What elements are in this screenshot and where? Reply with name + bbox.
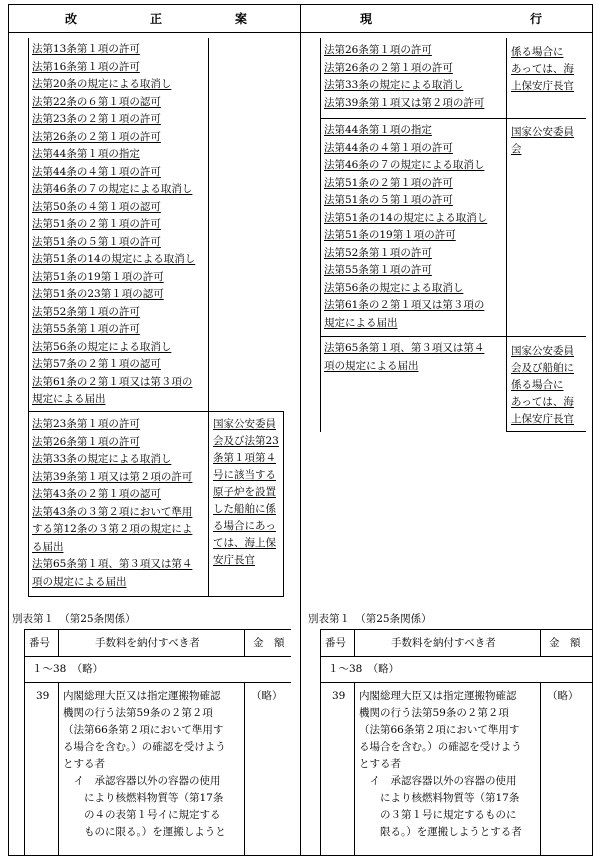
desc-line: 限る。）を運搬しようとする者 xyxy=(359,826,522,838)
header-left-char-3: 案 xyxy=(235,12,248,26)
list-item: 法第51条の５第１項の許可 xyxy=(32,235,161,248)
list-item: 法第33条の規定による取消し xyxy=(324,79,464,91)
desc-line: の３第１号に規定するものに xyxy=(359,809,517,821)
right-row-range: １～38 （略） xyxy=(328,663,400,675)
desc-line: とする者 xyxy=(359,758,401,770)
right-col-amount: 金 額 xyxy=(549,637,581,649)
list-item: 法第46条の７の規定による取消し xyxy=(32,183,193,195)
list-item: 法第39条第１項又は第２項の許可 xyxy=(324,96,485,109)
list-item: 法第56条の規定による取消し xyxy=(32,340,172,353)
left-table-caption: 別表第１ （第25条関係） xyxy=(12,613,136,625)
list-item: 項の規定による届出 xyxy=(324,359,419,372)
authority-line: 上保安庁長官 xyxy=(511,80,574,92)
authority-line: 上保安庁長官 xyxy=(511,413,574,425)
list-item: 法第51条の23第１項の認可 xyxy=(32,288,164,300)
list-item: 法第22条の６第１項の認可 xyxy=(32,95,161,108)
left-bottom-list xyxy=(32,416,192,591)
desc-line: 機関の行う法第59条の２第２項 xyxy=(63,707,213,719)
left-col-payer: 手数料を納付すべき者 xyxy=(95,637,200,649)
desc-line: とする者 xyxy=(63,758,105,770)
desc-line: の４の表第１号イに規定する xyxy=(63,809,221,821)
list-item: 法第43条の２第１項の認可 xyxy=(32,488,161,500)
desc-line: る場合を含む。）の確認を受けよう xyxy=(359,741,522,753)
authority-line: 国家公安委員 xyxy=(213,418,276,430)
list-item: 法第61条の２第１項又は第３項の xyxy=(324,299,485,311)
authority-line: 係る場合に xyxy=(511,46,564,58)
authority-line: 安庁長官 xyxy=(213,554,255,566)
list-item: 法第46条の７の規定による取消し xyxy=(324,159,485,171)
left-top-list xyxy=(32,41,195,409)
desc-line: イ 承認容器以外の容器の使用 xyxy=(359,775,517,787)
list-item: 法第20条の規定による取消し xyxy=(32,78,172,90)
left-bottom-authority xyxy=(213,416,279,569)
right-row-no: 39 xyxy=(332,690,346,702)
left-row-no: 39 xyxy=(36,690,50,702)
list-item: 法第52条第１項の許可 xyxy=(32,305,140,318)
left-row-range: １～38 （略） xyxy=(32,663,104,675)
center-divider xyxy=(300,4,301,856)
list-item: 法第16条第１項の許可 xyxy=(32,60,140,73)
authority-line: あっては、海 xyxy=(511,396,574,408)
right-col-payer: 手数料を納付すべき者 xyxy=(391,637,496,649)
desc-line: ものに限る。）を運搬しようと xyxy=(63,826,226,838)
right-row-amount: （略） xyxy=(547,690,579,702)
list-item: 法第52条第１項の許可 xyxy=(324,246,432,259)
left-col-no: 番号 xyxy=(29,637,50,649)
right-row-desc xyxy=(359,688,522,841)
right-g2-authority xyxy=(511,124,574,158)
list-item: 法第26条第１項の許可 xyxy=(32,435,140,448)
desc-line: 内閣総理大臣又は指定運搬物確認 xyxy=(359,690,517,702)
list-item: 法第44条第１項の指定 xyxy=(32,148,140,160)
desc-line: （法第66条第２項において準用す xyxy=(63,724,224,736)
list-item: 法第43条の３第２項において準用 xyxy=(32,505,193,518)
right-g2-list xyxy=(324,122,487,332)
authority-line: る場合にあっ xyxy=(213,520,276,532)
list-item: 法第51条の14の規定による取消し xyxy=(32,253,196,265)
authority-line: 国家公安委員 xyxy=(511,126,574,138)
list-item: 法第51条の19第１項の許可 xyxy=(32,270,164,283)
list-item: 法第51条の２第１項の許可 xyxy=(324,176,453,189)
left-col-amount: 金 額 xyxy=(253,637,285,649)
list-item: 法第44条の４第１項の許可 xyxy=(32,165,161,178)
header-left-char-1: 改 xyxy=(65,12,78,26)
desc-line: る場合を含む。）の確認を受けよう xyxy=(63,741,226,753)
list-item: 法第13条第１項の許可 xyxy=(32,43,140,55)
list-item: 法第55条第１項の許可 xyxy=(32,323,140,335)
list-item: 法第26条の２第１項の許可 xyxy=(324,61,453,74)
authority-line: 条第１項第４ xyxy=(213,452,276,464)
authority-line: 原子炉を設置 xyxy=(213,486,276,498)
authority-line: 会 xyxy=(511,143,522,155)
list-item: 法第51条の19第１項の許可 xyxy=(324,229,456,241)
authority-line: 国家公安委員 xyxy=(511,345,574,357)
list-item: 法第65条第１項、第３項又は第４ xyxy=(32,558,193,570)
list-item: 法第23条第１項の許可 xyxy=(32,418,140,430)
list-item: 法第44条第１項の指定 xyxy=(324,124,432,136)
list-item: 法第61条の２第１項又は第３項の xyxy=(32,375,193,388)
list-item: 法第39条第１項又は第２項の許可 xyxy=(32,470,193,483)
list-item: 法第26条の２第１項の許可 xyxy=(32,130,161,143)
list-item: 法第51条の14の規定による取消し xyxy=(324,211,488,224)
list-item: 法第56条の規定による取消し xyxy=(324,281,464,294)
authority-line: あっては、海 xyxy=(511,63,574,75)
authority-line: 係る場合に xyxy=(511,379,564,391)
authority-line: ては、海上保 xyxy=(213,537,276,549)
left-border xyxy=(8,4,9,856)
list-item: る届出 xyxy=(32,540,64,553)
header-right-char-1: 現 xyxy=(360,12,373,26)
right-g3-authority xyxy=(511,343,574,428)
list-item: 法第26条第１項の許可 xyxy=(324,44,432,56)
list-item: 規定による届出 xyxy=(324,316,398,329)
list-item: 法第50条の４第１項の認可 xyxy=(32,200,161,213)
list-item: 法第44条の４第１項の許可 xyxy=(324,141,453,154)
desc-line: イ 承認容器以外の容器の使用 xyxy=(63,775,221,787)
desc-line: 内閣総理大臣又は指定運搬物確認 xyxy=(63,690,221,702)
left-row-amount: （略） xyxy=(251,690,283,702)
desc-line: により核燃料物質等（第17条 xyxy=(359,792,520,804)
header-left-char-2: 正 xyxy=(150,12,163,26)
right-col-no: 番号 xyxy=(325,637,346,649)
right-g3-list xyxy=(324,340,484,375)
authority-line: 号に該当する xyxy=(213,469,276,481)
list-item: 法第57条の２第１項の認可 xyxy=(32,358,161,370)
list-item: 法第33条の規定による取消し xyxy=(32,453,172,465)
list-item: 項の規定による届出 xyxy=(32,575,127,588)
authority-line: した船舶に係 xyxy=(213,503,276,515)
list-item: 法第51条の２第１項の許可 xyxy=(32,218,161,230)
list-item: 法第65条第１項、第３項又は第４ xyxy=(324,342,485,354)
list-item: 法第51条の５第１項の許可 xyxy=(324,194,453,206)
right-border xyxy=(592,4,593,856)
list-item: 法第55条第１項の許可 xyxy=(324,264,432,276)
right-table-caption: 別表第１ （第25条関係） xyxy=(308,613,432,625)
list-item: 法第23条の２第１項の許可 xyxy=(32,113,161,125)
header-right-char-2: 行 xyxy=(530,12,543,26)
desc-line: 機関の行う法第59条の２第２項 xyxy=(359,707,509,719)
right-g1-authority xyxy=(511,44,574,95)
authority-line: 会及び船舶に xyxy=(511,362,574,374)
right-g1-list xyxy=(324,42,484,112)
left-row-desc xyxy=(63,688,226,841)
authority-line: 会及び法第23 xyxy=(213,435,279,447)
desc-line: （法第66条第２項において準用す xyxy=(359,724,520,736)
list-item: 規定による届出 xyxy=(32,393,106,405)
desc-line: により核燃料物質等（第17条 xyxy=(63,792,224,804)
list-item: する第12条の３第２項の規定によ xyxy=(32,523,193,535)
